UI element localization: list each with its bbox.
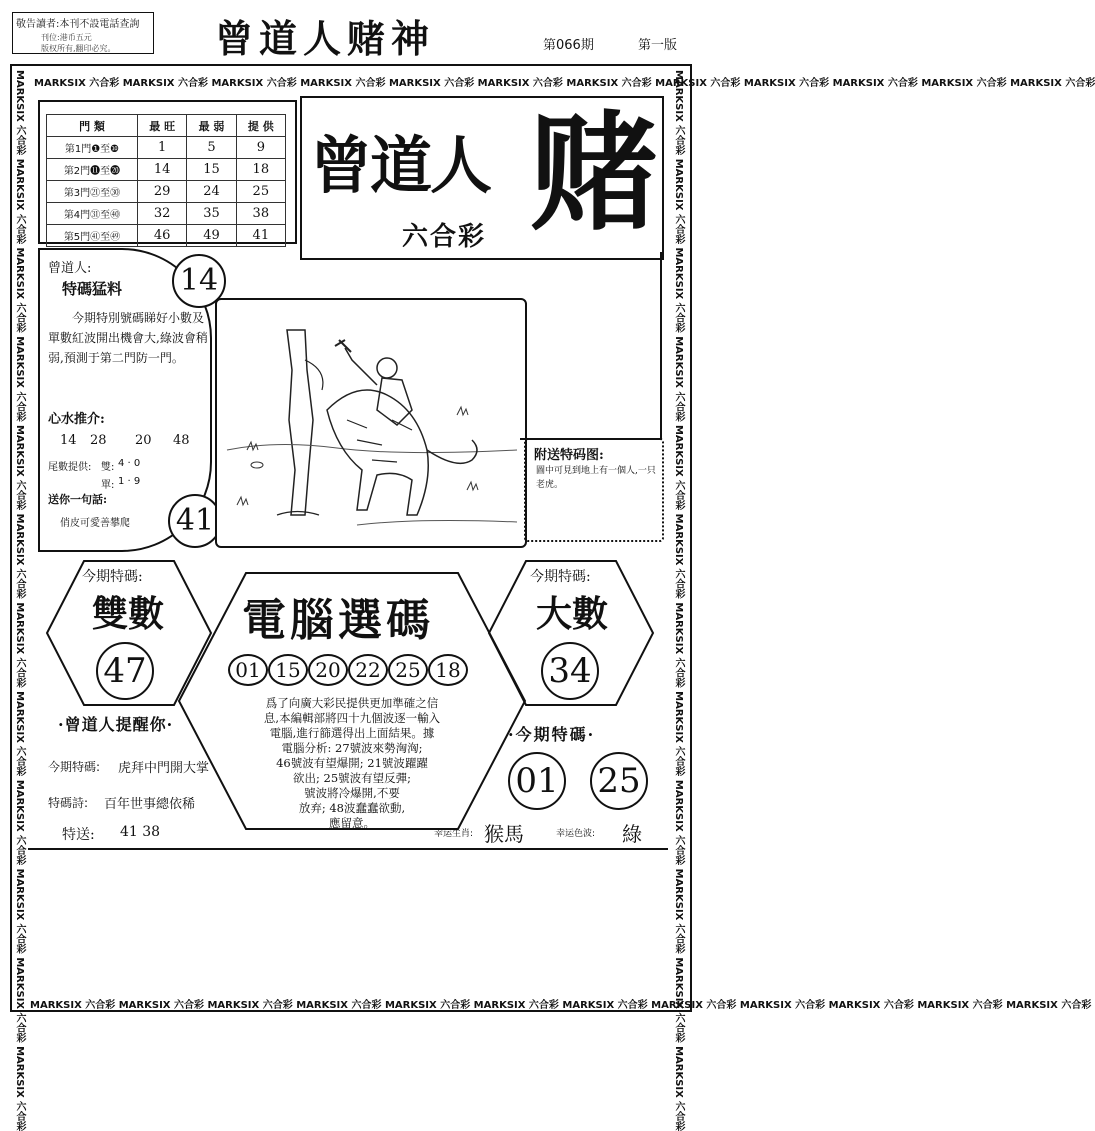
xinshui-label: 心水推介: — [48, 412, 105, 427]
reminder-row2-label: 特碼詩: — [48, 796, 89, 810]
table-cell: 15 — [187, 159, 236, 181]
table-cell: 38 — [236, 203, 285, 225]
table-cell: 41 — [236, 225, 285, 247]
gift-title: 附送特码图: — [534, 448, 604, 463]
lucky-animal: 猴馬 — [484, 822, 524, 846]
edition-label: 第一版 — [638, 38, 678, 53]
xinshui-num-4: 48 — [173, 433, 190, 448]
stats-table — [46, 114, 286, 247]
right-hex-label: 今期特碼: — [530, 569, 591, 585]
xinshui-num-2: 28 — [90, 433, 107, 448]
left-hex-value: 雙數 — [92, 593, 165, 635]
header-hot: 最 旺 — [138, 115, 187, 137]
stats-header-row — [47, 115, 286, 137]
masthead-title: 曾道人赌神 — [215, 16, 436, 61]
send-label: 送你一句話: — [48, 493, 108, 506]
lucky-color-label: 幸运色波: — [556, 829, 596, 839]
center-text-line: 46號波有望爆開; 21號波躍躍 — [276, 756, 428, 770]
table-cell: 1 — [138, 137, 187, 159]
table-cell: 5 — [187, 137, 236, 159]
table-row — [47, 181, 286, 203]
top-strip: MARKSIX 六合彩 MARKSIX 六合彩 MARKSIX 六合彩 MARKSIX 六合彩 MARKSIX 六合彩 MARKSIX 六合彩 MARKSIX 六合彩 MARKSIX 六合彩 MARKSIX 六合彩 MARKSIX 六合彩 MARKSIX 六合彩 MARKSIX 六合彩 — [34, 78, 1095, 89]
table-row — [47, 137, 286, 159]
tail-double: 4 · 0 — [118, 458, 141, 469]
center-text-line: 電腦,進行篩選得出上面結果。據 — [269, 726, 435, 740]
bottom-divider — [28, 848, 668, 850]
reminder-row1-label: 今期特碼: — [48, 760, 101, 774]
reminder-row2-text: 百年世事總依稀 — [104, 797, 196, 812]
right-strip: MARKSIX 六合彩 MARKSIX 六合彩 MARKSIX 六合彩 MARKSIX 六合彩 MARKSIX 六合彩 MARKSIX 六合彩 MARKSIX 六合彩 MARKSIX 六合彩 MARKSIX 六合彩 MARKSIX 六合彩 MARKSIX 六合彩 MARKSIX 六合彩 — [673, 70, 684, 1131]
gift-box — [524, 438, 664, 542]
center-text-line: 息,本編輯部將四十九個波逐一輸入 — [263, 711, 441, 725]
special-num-2: 25 — [590, 752, 648, 810]
top-bar — [10, 8, 692, 61]
bottom-strip: MARKSIX 六合彩 MARKSIX 六合彩 MARKSIX 六合彩 MARKSIX 六合彩 MARKSIX 六合彩 MARKSIX 六合彩 MARKSIX 六合彩 MARKSIX 六合彩 MARKSIX 六合彩 MARKSIX 六合彩 MARKSIX 六合彩 MARKSIX 六合彩 — [30, 1000, 1092, 1011]
big-title-text: 曾道人 — [310, 129, 491, 202]
table-cell: 29 — [138, 181, 187, 203]
center-text-line: 爲了向廣大彩民提供更加準確之信 — [265, 696, 439, 710]
center-number: 22 — [348, 654, 388, 686]
price-text: 刊位:港币五元 — [41, 33, 92, 42]
stats-table-panel — [38, 100, 297, 244]
center-text-line: 號波將冷爆開,不要 — [304, 786, 400, 800]
center-number: 18 — [428, 654, 468, 686]
tail-label: 尾數提供: — [48, 462, 92, 473]
left-strip: MARKSIX 六合彩 MARKSIX 六合彩 MARKSIX 六合彩 MARKSIX 六合彩 MARKSIX 六合彩 MARKSIX 六合彩 MARKSIX 六合彩 MARKSIX 六合彩 MARKSIX 六合彩 MARKSIX 六合彩 MARKSIX 六合彩 MARKSIX 六合彩 — [14, 70, 25, 1131]
lucky-animal-label: 幸运生肖: — [434, 829, 474, 839]
center-number: 25 — [388, 654, 428, 686]
right-hex-num: 34 — [541, 642, 599, 700]
issue-number: 第066期 — [543, 38, 594, 53]
table-row — [47, 203, 286, 225]
tail-double-label: 雙: — [101, 462, 115, 473]
reminder-title: ·曾道人提醒你· — [58, 715, 174, 734]
table-cell: 46 — [138, 225, 187, 247]
row-label: 第2門⓫至⓴ — [47, 159, 138, 181]
left-hex-label: 今期特碼: — [82, 569, 143, 585]
table-cell: 14 — [138, 159, 187, 181]
table-cell: 32 — [138, 203, 187, 225]
table-cell: 24 — [187, 181, 236, 203]
center-number: 20 — [308, 654, 348, 686]
table-cell: 49 — [187, 225, 236, 247]
header-cold: 最 弱 — [187, 115, 236, 137]
special-panel — [432, 712, 666, 846]
row-label: 第5門㊶至㊾ — [47, 225, 138, 247]
left-body: 今期特別號碼睇好小數及單數紅波開出機會大,綠波會稍弱,預測于第二門防一門。 — [48, 311, 208, 365]
tail-single: 1 · 9 — [118, 476, 141, 487]
table-row — [47, 225, 286, 247]
table-cell: 18 — [236, 159, 285, 181]
row-label: 第4門㉛至㊵ — [47, 203, 138, 225]
notice-text: 敬告讀者:本刊不設電話查詢 — [16, 19, 140, 30]
lucky-color: 綠 — [622, 822, 642, 846]
copyright-text: 版权所有,翻印必究。 — [41, 44, 116, 53]
center-number: 15 — [268, 654, 308, 686]
center-number-row — [228, 654, 488, 684]
center-text-line: 應留意。 — [329, 816, 375, 830]
big-title-sub: 六合彩 — [402, 222, 487, 252]
big-title-panel — [300, 96, 664, 260]
table-row — [47, 159, 286, 181]
center-number: 01 — [228, 654, 268, 686]
left-hex-num: 47 — [96, 642, 154, 700]
row-label: 第3門㉑至㉚ — [47, 181, 138, 203]
left-subheading: 特碼猛料 — [62, 280, 123, 298]
header-provide: 提 供 — [236, 115, 285, 137]
reminder-panel — [38, 712, 248, 842]
gift-text: 圖中可見到地上有一個人,一只老虎。 — [536, 466, 656, 490]
xinshui-num-3: 20 — [135, 433, 152, 448]
row-label: 第1門❶至❿ — [47, 137, 138, 159]
illustration-frame — [215, 298, 527, 548]
reminder-row3-label: 特送: — [62, 827, 95, 843]
special-num-1: 01 — [508, 752, 566, 810]
center-text-line: 放弃; 48波蠢蠢欲動, — [298, 801, 406, 815]
table-cell: 25 — [236, 181, 285, 203]
reminder-row1-text: 虎拜中門開大掌 — [118, 761, 210, 776]
right-hex-value: 大數 — [536, 593, 609, 635]
table-cell: 35 — [187, 203, 236, 225]
circle-number-top: 14 — [172, 254, 226, 308]
send-text: 俏皮可愛善攀爬 — [60, 518, 130, 529]
tiger-man-illustration — [217, 300, 525, 546]
right-side-box — [520, 252, 662, 440]
big-title-char: 赌 — [530, 98, 659, 248]
left-heading: 曾道人: — [48, 261, 92, 276]
circle-number-bottom: 41 — [168, 494, 222, 548]
tail-single-label: 單: — [101, 480, 115, 491]
xinshui-num-1: 14 — [60, 433, 77, 448]
center-text-line: 欲出; 25號波有望反彈; — [292, 771, 412, 785]
reminder-row3-text: 41 38 — [120, 824, 161, 840]
notice-box — [12, 12, 154, 54]
special-title: ·今期特碼· — [508, 725, 596, 744]
table-cell: 9 — [236, 137, 285, 159]
header-category: 門 類 — [47, 115, 138, 137]
center-hex-title: 電腦選碼 — [242, 595, 434, 646]
center-text-line: 電腦分析: 27號波來勢洶洶; — [281, 741, 423, 755]
